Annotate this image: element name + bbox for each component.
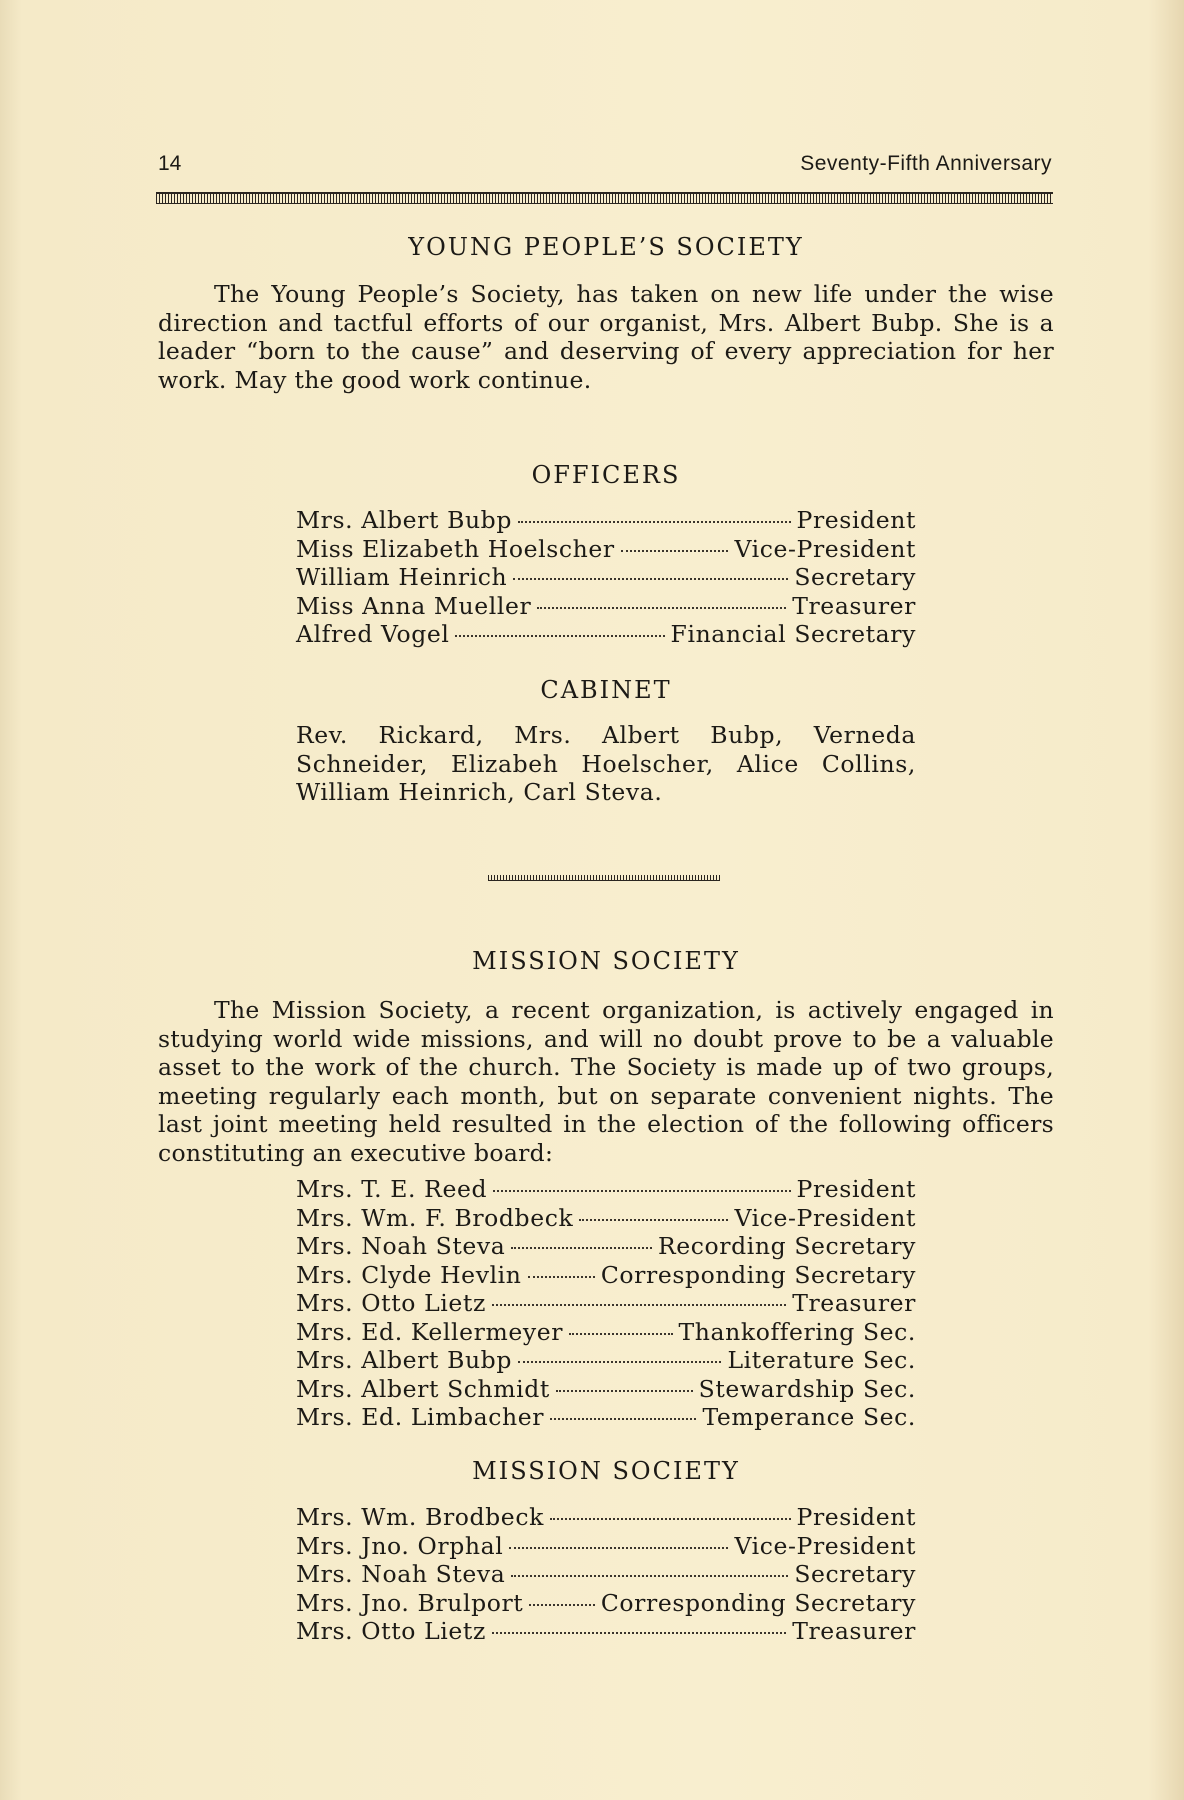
running-title: Seventy-Fifth Anniversary xyxy=(800,152,1052,175)
officer-office: Vice-President xyxy=(734,1531,916,1560)
officer-office: President xyxy=(796,1503,916,1531)
officer-office: Treasurer xyxy=(792,1289,916,1317)
officer-name: Mrs. Albert Bubp xyxy=(296,1346,512,1374)
officer-name: Mrs. Wm. Brodbeck xyxy=(296,1503,544,1531)
officer-row xyxy=(296,1289,916,1318)
leader-dots xyxy=(511,1575,788,1577)
yps-paragraph-block xyxy=(158,280,1054,394)
officer-row xyxy=(296,1261,916,1290)
officer-office: Vice-President xyxy=(734,1203,916,1232)
leader-dots xyxy=(518,1361,721,1363)
leader-dots xyxy=(493,1190,790,1192)
officer-office: Thankoffering Sec. xyxy=(678,1317,916,1346)
header-rule xyxy=(156,192,1053,204)
section-heading: MISSION SOCIETY xyxy=(472,947,740,975)
officer-row xyxy=(296,1503,916,1532)
mission-heading-block xyxy=(158,946,1054,976)
officer-name: Mrs. Jno. Orphal xyxy=(296,1531,504,1560)
mission2-heading-block xyxy=(158,1456,1054,1486)
leader-dots xyxy=(537,607,786,609)
leader-dots xyxy=(579,1219,728,1221)
officer-row xyxy=(296,620,916,649)
officer-name: Mrs. Otto Lietz xyxy=(296,1289,486,1317)
officer-name: Mrs. Albert Schmidt xyxy=(296,1374,550,1403)
officer-office: Vice-President xyxy=(734,534,916,563)
officer-office: Secretary xyxy=(794,1560,916,1588)
officer-name: William Heinrich xyxy=(296,563,508,591)
leader-dots xyxy=(550,1418,696,1420)
officer-name: Mrs. Albert Bubp xyxy=(296,506,512,534)
section-divider xyxy=(488,875,720,881)
officer-row xyxy=(296,1375,916,1404)
leader-dots xyxy=(528,1276,595,1278)
officer-row xyxy=(296,1617,916,1646)
officer-row xyxy=(296,592,916,621)
officer-office: Recording Secretary xyxy=(657,1232,916,1260)
leader-dots xyxy=(621,550,729,552)
officer-row xyxy=(296,1204,916,1233)
officer-name: Alfred Vogel xyxy=(296,620,450,648)
running-header xyxy=(158,152,1052,176)
officer-office: Financial Secretary xyxy=(670,620,916,648)
leader-dots xyxy=(492,1304,786,1306)
section-heading: YOUNG PEOPLE’S SOCIETY xyxy=(408,233,804,261)
page-number: 14 xyxy=(158,152,182,175)
officer-name: Miss Anna Mueller xyxy=(296,591,532,620)
officer-row xyxy=(296,1532,916,1561)
officer-name: Mrs. Otto Lietz xyxy=(296,1617,486,1645)
subsection-heading: CABINET xyxy=(540,676,672,704)
officer-name: Miss Elizabeth Hoelscher xyxy=(296,534,615,563)
officer-name: Mrs. Ed. Limbacher xyxy=(296,1403,545,1431)
officer-row xyxy=(296,1175,916,1204)
officer-office: President xyxy=(796,506,916,534)
cabinet-members: Rev. Rickard, Mrs. Albert Bubp, Verneda Schneider, Elizabeh Hoelscher, Alice Collins, William Heinrich, Carl Steva. xyxy=(296,721,916,806)
leader-dots xyxy=(569,1333,672,1335)
leader-dots xyxy=(550,1518,791,1520)
officer-row xyxy=(296,1232,916,1261)
officer-office: President xyxy=(796,1175,916,1203)
officer-office: Treasurer xyxy=(792,591,916,620)
mission-officers-list xyxy=(296,1175,916,1432)
officer-office: Corresponding Secretary xyxy=(600,1260,916,1289)
section-heading: MISSION SOCIETY xyxy=(472,1457,740,1485)
leader-dots xyxy=(556,1390,693,1392)
section-paragraph: The Young People’s Society, has taken on new life under the wise direction and tactful efforts of our organist, Mrs. Albert Bubp. She is a leader “born to the cause” and deserving of every appreciation for her work. May the good work continue. xyxy=(158,280,1054,394)
officer-name: Mrs. Jno. Brulport xyxy=(296,1588,524,1617)
section-paragraph: The Mission Society, a recent organization, is actively engaged in studying world wide missions, and will no doubt prove to be a valuable asset to the work of the church. The Society is made up of two groups, meeting regularly each month, but on separate convenient nights. The last joint meeting held resulted in the election of the following officers constituting an executive board: xyxy=(158,996,1054,1167)
officer-name: Mrs. Wm. F. Brodbeck xyxy=(296,1203,574,1232)
officer-name: Mrs. Clyde Hevlin xyxy=(296,1260,522,1289)
leader-dots xyxy=(518,521,791,523)
leader-dots xyxy=(455,635,664,637)
cabinet-heading-block xyxy=(158,675,1054,705)
officer-office: Corresponding Secretary xyxy=(600,1588,916,1617)
officer-row xyxy=(296,506,916,535)
leader-dots xyxy=(529,1604,594,1606)
officer-name: Mrs. Noah Steva xyxy=(296,1232,506,1260)
officer-row xyxy=(296,535,916,564)
subsection-heading: OFFICERS xyxy=(531,461,681,489)
leader-dots xyxy=(492,1632,786,1634)
officer-row xyxy=(296,1403,916,1432)
yps-officers-list xyxy=(296,506,916,649)
leader-dots xyxy=(509,1547,728,1549)
mission2-officers-list xyxy=(296,1503,916,1646)
officer-office: Temperance Sec. xyxy=(702,1403,916,1431)
leader-dots xyxy=(513,578,788,580)
officer-row xyxy=(296,1346,916,1375)
officer-row xyxy=(296,1589,916,1618)
officer-office: Secretary xyxy=(794,563,916,591)
officer-office: Literature Sec. xyxy=(727,1346,916,1374)
leader-dots xyxy=(511,1247,652,1249)
officer-name: Mrs. Ed. Kellermeyer xyxy=(296,1317,564,1346)
officer-row xyxy=(296,1560,916,1589)
officers-heading-block xyxy=(158,460,1054,490)
officer-office: Stewardship Sec. xyxy=(698,1374,916,1403)
officer-row xyxy=(296,563,916,592)
officer-name: Mrs. T. E. Reed xyxy=(296,1175,488,1203)
mission-paragraph-block xyxy=(158,996,1054,1167)
officer-row xyxy=(296,1318,916,1347)
officer-office: Treasurer xyxy=(792,1617,916,1645)
officer-name: Mrs. Noah Steva xyxy=(296,1560,506,1588)
yps-heading-block xyxy=(158,232,1054,262)
